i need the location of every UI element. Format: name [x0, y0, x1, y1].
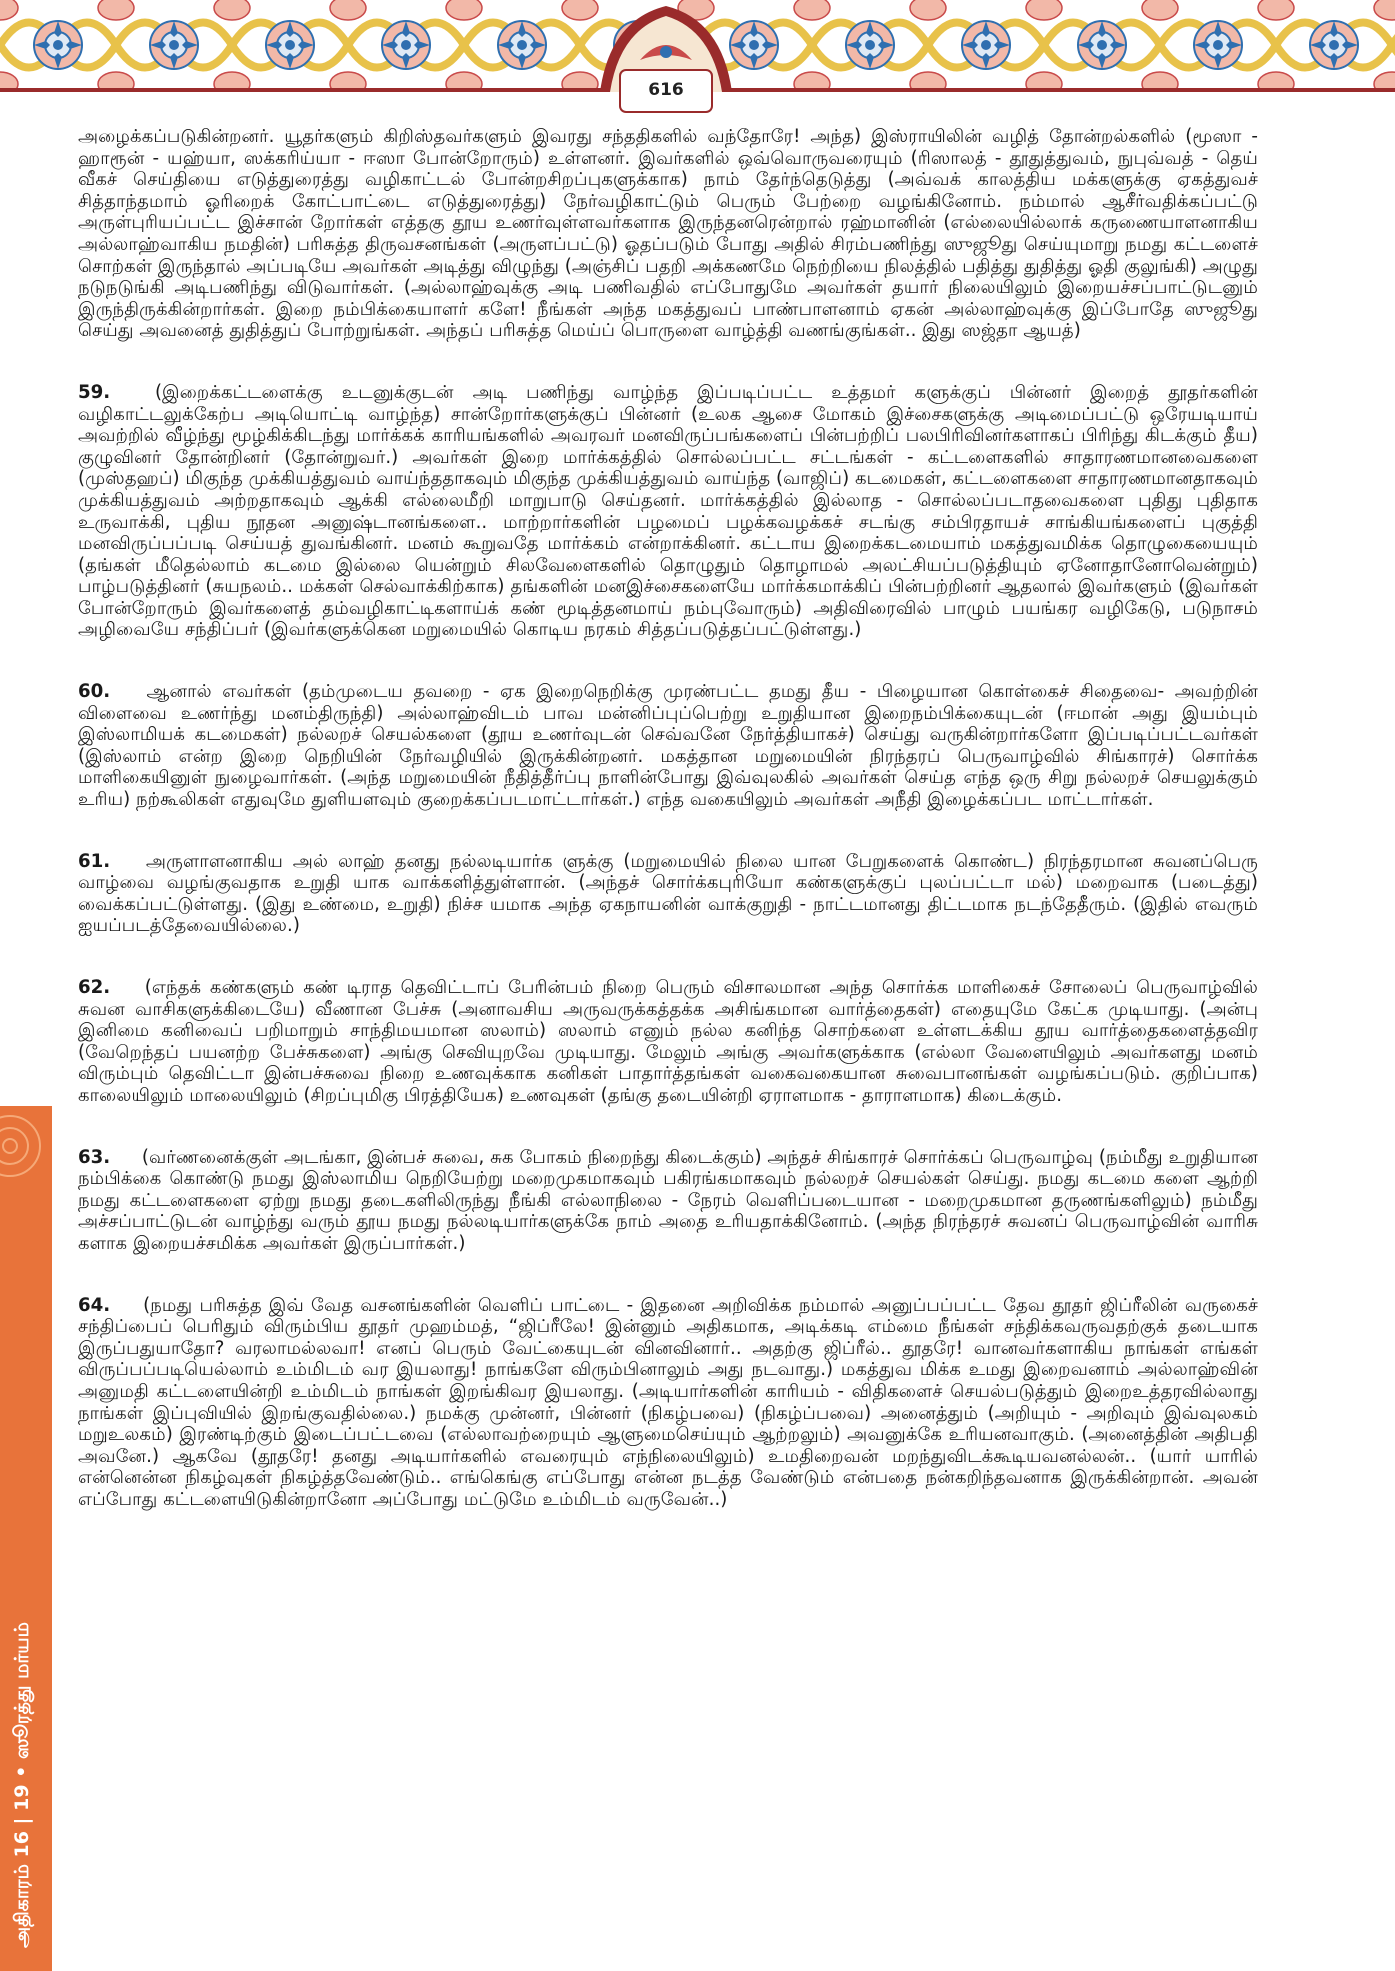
paragraph-verse-64: [78, 1295, 1258, 1511]
surah-number: 19: [11, 1784, 33, 1811]
page-body: [78, 126, 1258, 1550]
paragraph-text: (நமது பரிசுத்த இவ் வேத வசனங்களின் வெளிப் பாட்டை - இதனை அறிவிக்க நம்மால் அனுப்பப்பட்ட தேவ தூதர் ஜிப்ரீலின் வருகைச் சந்திப்பைப் பெரிதும் விரும்பிய தூதர் முஹம்மத், “ஜிப்ரீலே! இன்னும் அதிகமாக, அடிக்கடி எம்மை நீங்கள் சந்திக்கவருவதற்குக் தடையாக இருப்பதுயாதோ? வரலாமல்லவா! எனப் பெரும் வேட்கையுடன் வினவினார்.. அதற்கு ஜிப்ரீல்.. தூதரே! வானவர்களாகிய நாங்கள் எங்கள் விருப்பப்படியெல்லாம் உம்மிடம் வர இயலாது! நாங்களே விரும்பினாலும் அது நடவாது.) மகத்துவ மிக்க உமது இறைவனாம் அல்லாஹ்வின் அனுமதி கட்டளையின்றி உம்மிடம் நாங்கள் இறங்கிவர இயலாது. (அடியார்களின் காரியம் - விதிகளைச் செயல்படுத்தும் இறைஉத்தரவில்லாது நாங்கள் இப்புவியில் இறங்குவதில்லை.) நமக்கு முன்னர், பின்னர் (நிகழ்பவை) (நிகழ்ப்பவை) அனைத்தும் (அறியும் - அறிவும் இவ்வுலகம் மறுஉலகம்) இரண்டிற்கும் இடைப்பட்டவை (எல்லாவற்றையும் ஆளுமைசெய்யும் ஆற்றலும்) அவனுக்கே உரியனவாகும். (அனைத்தின் அதிபதி அவனே.) ஆகவே (தூதரே! தனது அடியார்களில் எவரையும் எந்நிலையிலும்) உமதிறைவன் மறந்துவிடக்கூடியவனல்லன்.. (யார் யாரில் என்னென்ன நிகழ்வுகள் நிகழ்த்தவேண்டும்.. எங்கெங்கு எப்போது என்ன நடத்த வேண்டும் என்பதை நன்கறிந்தவனாக இருக்கின்றான். அவன் எப்போது கட்டளையிடுகின்றானோ அப்போது மட்டுமே உம்மிடம் வருவேன்..): [78, 1294, 1259, 1510]
paragraph-verse-62: [78, 977, 1258, 1107]
paragraph-verse-60: [78, 681, 1258, 811]
verse-number: 63.: [78, 1146, 111, 1168]
side-ornament: [0, 1106, 52, 1226]
paragraph-text: (வர்ணனைக்குள் அடங்கா, இன்பச் சுவை, சுக போகம் நிறைந்து கிடைக்கும்) அந்தச் சிங்காரச் சொர்க்கப் பெருவாழ்வு (நம்மீது உறுதியான நம்பிக்கை கொண்டு நமது இஸ்லாமிய நெறியேற்று மறைமுகமாகவும் பகிரங்கமாகவும் நல்லறச் செயல்கள் செய்து. நமது கடமை களை ஆற்றி நமது கட்டளைகளை ஏற்று நமது தடைகளிலிருந்து நீங்கி எல்லாநிலை - நேரம் வெளிப்படையான - மறைமுகமான தருணங்களிலும்) நம்மீது அச்சப்பாட்டுடன் வாழ்ந்து வரும் தூய நமது நல்லடியார்களுக்கே நாம் அதை உரியதாக்கினோம். (அந்த நிரந்தரச் சுவனப் பெருவாழ்வின் வாரிசு களாக இறையச்சமிக்க அவர்கள் இருப்பார்கள்.): [78, 1146, 1258, 1254]
verse-number: 64.: [78, 1294, 111, 1316]
paragraph-text: (எந்தக் கண்களும் கண் டிராத தெவிட்டாப் பேரின்பம் நிறை பெரும் விசாலமான அந்த சொர்க்க மாளிகைச் சோலைப் பெருவாழ்வில் சுவன வாசிகளுக்கிடையே) வீணான பேச்சு (அனாவசிய அருவருக்கத்தக்க அசிங்கமான வார்த்தைகள்) எதையுமே கேட்க முடியாது. (அன்பு இனிமை கனிவைப் பறிமாறும் சாந்திமயமான ஸலாம்) ஸலாம் எனும் நல்ல கனிந்த சொற்களை உள்ளடக்கிய தூய வார்த்தைகளைத்தவிர (வேறெந்தப் பயனற்ற பேச்சுகளை) அங்கு செவியுறவே முடியாது. மேலும் அங்கு அவர்களுக்காக (எல்லா வேளையிலும் அவர்களது மனம் விரும்பும் தெவிட்டா இன்பச்சுவை நிறை உணவுக்காக கனிகள் பாதார்த்தங்கள் வகைவகையான சுவைபானங்கள் வழங்கப்படும். குறிப்பாக) காலையிலும் மாலையிலும் (சிறப்புமிகு பிரத்தியேக) உணவுகள் (தங்கு தடையின்றி ஏராளமாக - தாராளமாக) கிடைக்கும்.: [78, 977, 1258, 1106]
verse-number: 60.: [78, 681, 111, 703]
border-ornament: [0, 0, 1395, 120]
verse-number: 61.: [78, 850, 111, 872]
paragraph-verse-63: [78, 1147, 1258, 1255]
paragraph-text: ஆனால் எவர்கள் (தம்முடைய தவறை - ஏக இறைநெறிக்கு முரண்பட்ட தமது தீய - பிழையான கொள்கைச் சிதைவை- அவற்றின் விளைவை உணர்ந்து மனம்திருந்தி) அல்லாஹ்விடம் பாவ மன்னிப்புப்பெற்று உறுதியான இறைநம்பிக்கையுடன் (ஈமான் அது இயம்பும் இஸ்லாமியக் கடமைகள்) நல்லறச் செயல்களை (தூய உணர்வுடன் செவ்வனே நேர்த்தியாகச்) செய்து வருகின்றார்களோ இப்படிப்பட்டவர்கள் (இஸ்லாம் என்ற இறை நெறியின் நேர்வழியில் இருக்கின்றனர். மகத்தான மறுமையின் நிரந்தரப் பெருவாழ்வில் சிங்காரச்) சொர்க்க மாளிகையினுள் நுழைவார்கள். (அந்த மறுமையின் நீதித்தீர்ப்பு நாளின்போது இவ்வுலகில் அவர்கள் செய்த எந்த ஒரு சிறு நல்லறச் செயலுக்கும் உரிய) நற்கூலிகள் எதுவுமே துளியளவும் குறைக்கப்படமாட்டார்கள்.) எந்த வகையிலும் அவர்கள் அநீதி இழைக்கப்பட மாட்டார்கள்.: [78, 681, 1258, 811]
paragraph-verse-59: [78, 382, 1258, 641]
verse-number: 62.: [78, 977, 111, 998]
separator: •: [11, 1765, 33, 1778]
ornamental-border: [0, 0, 1395, 120]
page-number: 616: [648, 80, 684, 100]
surah-name: ஸூரத்து மர்யம்: [11, 1622, 33, 1759]
paragraph-text: அழைக்கப்படுகின்றனர். யூதர்களும் கிறிஸ்தவர்களும் இவரது சந்ததிகளில் வந்தோரே! அந்த) இஸ்ராயிலின் வழித் தோன்றல்களில் (மூஸா - ஹாரூன் - யஹ்யா, ஸக்கரிய்யா - ஈஸா போன்றோரும்) உள்ளனர். இவர்களில் ஒவ்வொருவரையும் (ரிஸாலத் - தூதுத்துவம், நுபுவ்வத் - தெய் வீகச் செய்தியை எடுத்துரைத்து வழிகாட்டல் போன்றசிறப்புகளுக்காக) நாம் தேர்ந்தெடுத்து (அவ்வக் காலத்திய மக்களுக்கு ஏகத்துவச் சித்தாந்தமாம் ஓரிறைக் கோட்பாட்டை எடுத்துரைத்து) நேர்வழிகாட்டும் பெரும் பேற்றை வழங்கினோம். நம்மால் ஆசீர்வதிக்கப்பட்டு அருள்புரியப்பட்ட இச்சான் றோர்கள் எத்தகு தூய உணர்வுள்ளவர்களாக இருந்தனரென்றால் ரஹ்மானின் (எல்லையில்லாக் கருணையாளனாகிய அல்லாஹ்வாகிய நமதின்) பரிசுத்த திருவசனங்கள் (அருளப்பட்டு) ஓதப்படும் போது அதில் சிரம்பணிந்து ஸுஜூது செய்யுமாறு நமது கட்டளைச் சொற்கள் இருந்தால் அப்படியே அவர்கள் அடித்து விழுந்து (அஞ்சிப் பதறி அக்கணமே நெற்றியை நிலத்தில் பதித்து துதித்து ஓதி குலுங்கி) அழுது நடுநடுங்கி அடிபணிந்து விடுவார்கள். (அல்லாஹ்வுக்கு அடி பணிவதில் எப்போதுமே அவர்கள் தயார் நிலையிலும் இறையச்சப்பாட்டுடனும் இருந்திருக்கின்றார்கள். இறை நம்பிக்கையாளர் களே! நீங்கள் அந்த மகத்துவப் பாண்பாளனாம் ஏகன் அல்லாஹ்வுக்கு இப்போதே ஸுஜூது செய்து அவனைத் துதித்துப் போற்றுங்கள். அந்தப் பரிசுத்த மெய்ப் பொருளை வாழ்த்தி வணங்குங்கள்.. இது ஸஜ்தா ஆயத்): [78, 126, 1258, 342]
paragraph-verse-61: [78, 851, 1258, 937]
side-tab-label: [11, 1622, 36, 1948]
paragraph-text: அருளாளனாகிய அல் லாஹ் தனது நல்லடியார்க ளுக்கு (மறுமையில் நிலை யான பேறுகளைக் கொண்ட) நிரந்தரமான சுவனப்பெரு வாழ்வை வழங்குவதாக உறுதி யாக வாக்களித்துள்ளான். (அந்தச் சொர்க்கபுரியோ கண்களுக்குப் புலப்பட்டா மல்) மறைவாக (படைத்து) வைக்கப்பட்டுள்ளது. (இது உண்மை, உறுதி) நிச்ச யமாக அந்த ஏகநாயனின் வாக்குறுதி - நாட்டமானது திட்டமாக நடந்தேதீரும். (இதில் எவரும் ஐயப்படத்தேவையில்லை.): [78, 850, 1258, 937]
separator: |: [11, 1817, 33, 1825]
paragraph-continuation: [78, 126, 1258, 342]
verse-number: 59.: [78, 381, 111, 403]
chapter-label: அதிகாரம் 16: [11, 1831, 33, 1948]
paragraph-text: (இறைக்கட்டளைக்கு உடனுக்குடன் அடி பணிந்து வாழ்ந்த இப்படிப்பட்ட உத்தமர் களுக்குப் பின்னர் இறைத் தூதர்களின் வழிகாட்டலுக்கேற்ப அடியொட்டி வாழ்ந்த) சான்றோர்களுக்குப் பின்னர் (உலக ஆசை மோகம் இச்சைகளுக்கு அடிமைப்பட்டு ஒரேயடியாய் அவற்றில் வீழ்ந்து மூழ்கிக்கிடந்து மார்க்கக் காரியங்களில் அவரவர் மனவிருப்பங்களைப் பின்பற்றிப் பலபிரிவினர்களாகப் பிரிந்து கிடக்கும் தீய) குழுவினர் தோன்றினர் (தோன்றுவர்.) அவர்கள் இறை மார்க்கத்தில் சொல்லப்பட்ட சட்டங்கள் - கட்டளைகளில் சாதாரணமானவைகளை (முஸ்தஹப்) மிகுந்த முக்கியத்துவம் வாய்ந்ததாகவும் மிகுந்த முக்கியத்துவம் வாய்ந்த (வாஜிப்) கடமைகள், கட்டளைகளை சாதாரணமானதாகவும் முக்கியத்துவம் அற்றதாகவும் ஆக்கி எல்லைமீறி மாறுபாடு செய்தனர். மார்க்கத்தில் இல்லாத - சொல்லப்படாதவைகளை புதிது புதிதாக உருவாக்கி, புதிய நூதன அனுஷ்டானங்களை.. மாற்றார்களின் பழமைப் பழக்கவழக்கச் சடங்கு சம்பிரதாயச் சாங்கியங்களைப் புகுத்தி மனவிருப்பப்படி செய்யத் துவங்கினர். மனம் கூறுவதே மார்க்கம் என்றாக்கினர். கட்டாய இறைக்கடமையாம் மகத்துவமிக்க தொழுகையையும் (தங்கள் மீதெல்லாம் கடமை இல்லை யென்றும் சிலவேளைகளில் தொழுதும் தொழாமல் அலட்சியப்படுத்தியும் ஏனோதானோவென்றும்) பாழ்படுத்தினர் (சுயநலம்.. மக்கள் செல்வாக்கிற்காக) தங்களின் மனஇச்சைகளையே மார்க்கமாக்கிப் பின்பற்றினர் ஆதலால் இவர்களும் (இவர்கள் போன்றோரும் இவர்களைத் தம்வழிகாட்டிகளாய்க் கண் மூடித்தனமாய் நம்புவோரும்) அதிவிரைவில் பாழும் பயங்கர வழிகேடு, படுநாசம் அழிவையே சந்திப்பர் (இவர்களுக்கென மறுமையில் கொடிய நரகம் சித்தப்படுத்தப்பட்டுள்ளது.): [78, 381, 1259, 641]
